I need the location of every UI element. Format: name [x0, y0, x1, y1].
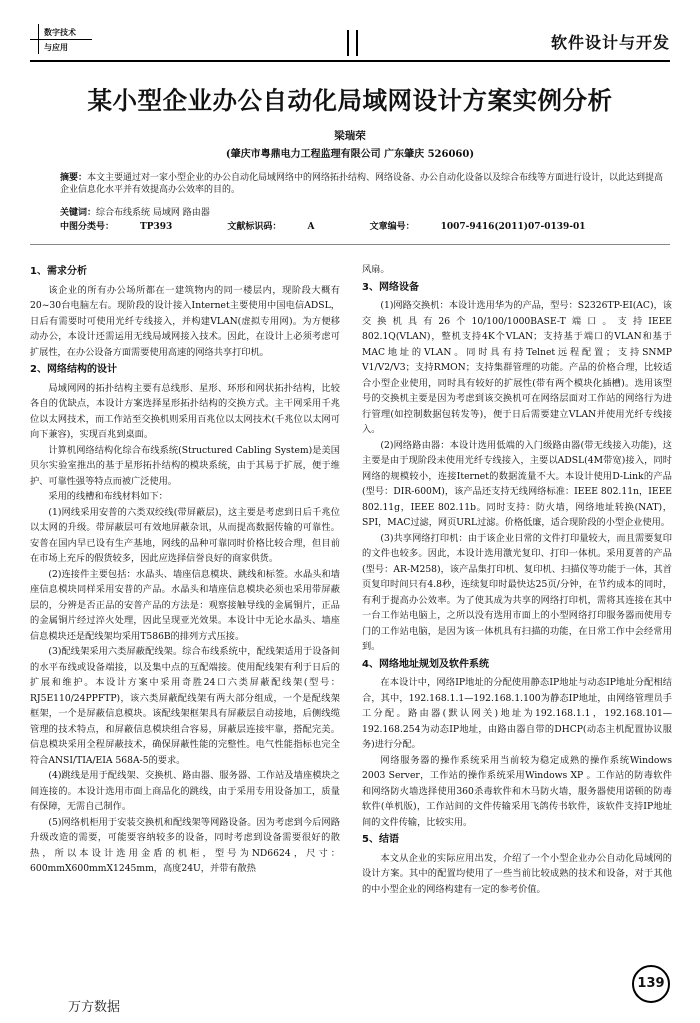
paragraph: 网络服务器的操作系统采用当前较为稳定成熟的操作系统Windows 2003 Server，工作站的操作系统采用Windows XP 。工作站的防毒软件和网络防火墙选择使用360杀毒软件和木马防火墙，服务器使用诺顿的防毒软件(单机版)，工作站间的文件传输采用飞鸽传书软件，该软件支持IP地址间的文件传输，比较实用。: [362, 754, 672, 828]
article-meta: [60, 219, 660, 232]
left-column: [30, 262, 340, 877]
right-column: [362, 262, 672, 897]
paragraph: (3)配线架采用六类屏蔽配线架。综合布线系统中，配线架适用于设备间的水平布线或设备端接，以及集中点的互配端接。使用配线架有利于日后的扩展和维护。本设计方案中采用奇胜24口六类屏蔽配线架(型号：RJ5E110/24PPFTP)，该六类屏蔽配线架有两大部分组成，一个是配线架框架，一个是屏蔽信息模块。该配线架框架具有屏蔽层自动接地，后侧线缆管理的技术特点，和屏蔽信息模块组合容易，屏蔽层连接牢靠，搭配完美。信息模块采用全程屏蔽技术，确保屏蔽性能的完整性。电气性能指标也完全符合ANSI/TIA/EIA 568A-5的要求。: [30, 646, 340, 766]
section-heading: 5、结语: [362, 834, 399, 845]
paragraph: 在本设计中，网络IP地址的分配使用静态IP地址与动态IP地址分配相结合，其中，192.168.1.1—192.168.1.100为静态IP地址，由网络管理员手工分配。路由器(默认网关)地址为192.168.1.1，192.168.101—192.168.254为动态IP地址，由路由器自带的DHCP(动态主机配置协议服务)进行分配。: [362, 677, 672, 750]
abstract-label: 摘要：: [60, 173, 88, 183]
paragraph: 局域网网的拓扑结构主要有总线形、星形、环形和网状拓扑结构，比较各自的优缺点，本设计方案选择星形拓扑结构的交换方式。主干网采用千兆位以太网技术，而工作站至交换机则采用百兆位以太网技术(千兆位以太网可向下兼容)，实现百兆到桌面。: [30, 382, 340, 440]
header-decoration: [345, 30, 361, 56]
doc-code: 文献标识码： A: [227, 222, 315, 232]
header-rule: [30, 60, 670, 62]
paragraph: (3)共享网络打印机：由于该企业日常的文件打印量较大，而且需要复印的文件也较多。因此，本设计选用激光复印、打印一体机。采用夏普的产品(型号：AR-M258)，该产品集打印机、复印机、扫描仪等功能于一体，其首页复印时间只有4.8秒，连续复印时最快达25页/分钟，在节约成本的同时，有利于提高办公效率。为了使其成为共享的网络打印机，需将其连接在其中一台工作站电脑上，之所以没有选用市面上的小型网络打印服务器而使用专门的工作站电脑，是因为该一体机具有扫描的功能，在日常工作中会经常用到。: [362, 532, 672, 652]
article-id: 文章编号： 1007-9416(2011)07-0139-01: [369, 222, 586, 232]
section-heading: 1、需求分析: [30, 266, 87, 277]
paragraph: (2)网络路由器：本设计选用低端的入门级路由器(带无线接入功能)，这主要是由于现阶段未使用光纤专线接入，主要以ADSL(4M带宽)接入，同时网络的规模较小，连接Iternet的数据流量不大。本设计使用D-Link的产品(型号：DIR-600M)，该产品还支持无线网络标准：IEEE 802.11n，IEEE 802.11g，IEEE 802.11b。同时支持：防火墙，网络地址转换(NAT)，SPI，MAC过滤，网页URL过滤。价格低廉，适合现阶段的小型企业使用。: [362, 439, 672, 528]
paragraph: (1)网线采用安普的六类双绞线(带屏蔽层)，这主要是考虑到日后千兆位以太网的升级。带屏蔽层可有效地屏蔽杂讯，从而提高数据传输的可靠性。安普在国内早已设有生产基地，网线的品种可靠同时价格比较合理，但目前在市场上充斥的假货较多，因此应选择信誉良好的商家供货。: [30, 506, 340, 564]
abstract: [60, 172, 670, 196]
logo-line2: 与应用: [44, 42, 68, 52]
section-name: 软件设计与开发: [550, 33, 670, 52]
article-title: 某小型企业办公自动化局域网设计方案实例分析: [87, 86, 613, 115]
logo-line1: 数字技术: [44, 27, 76, 37]
keywords: [60, 205, 210, 218]
section-heading: 2、网络结构的设计: [30, 364, 117, 375]
paragraph: 计算机网络结构化综合布线系统(Structured Cabling System)是美国贝尔实验室推出的基于星形拓扑结构的模块系统，由于其易于扩展，便于维护、可靠性强等特点而被广泛使用。: [30, 444, 340, 487]
journal-logo: [30, 24, 96, 62]
section-heading: 3、网络设备: [362, 281, 419, 293]
page-header: [30, 24, 670, 64]
abstract-text: 本文主要通过对一家小型企业的办公自动化局域网络中的网络拓扑结构、网络设备、办公自动化设备以及综合布线等方面进行设计，以此达到提高企业信息化水平并有效提高办公效率的目的。: [60, 173, 664, 195]
paragraph: 风扇。: [362, 264, 390, 275]
paragraph: 本文从企业的实际应用出发，介绍了一个小型企业办公自动化局域网的设计方案。其中的配置均使用了一些当前比较成熟的技术和设备，对于其他的中小型企业的网络构建有一定的参考价值。: [362, 852, 672, 895]
keywords-text: 综合布线系统 局域网 路由器: [96, 208, 210, 218]
logo-divider: [30, 39, 92, 40]
keywords-label: 关键词：: [60, 208, 97, 218]
clc-number: 中图分类号： TP393: [60, 222, 173, 232]
paragraph: 采用的线槽和布线材料如下：: [48, 491, 168, 502]
source-watermark: 万方数据: [68, 1000, 121, 1015]
affiliation: (肇庆市粤鼎电力工程监理有限公司 广东肇庆 526060): [225, 149, 475, 160]
page-number-badge: 139: [632, 965, 670, 1003]
abstract-divider: [30, 244, 670, 245]
paragraph: (2)连接件主要包括：水晶头、墙座信息模块、跳线和标签。水晶头和墙座信息模块同样采用安普的产品。水晶头和墙座信息模块必须也采用带屏蔽层的，分辨是否正品的安普产品的方法是：观察接触导线的金属铜片，正品的金属铜片经过淬火处理，因此呈现亚光效果。本设计中无论水晶头、墙座信息模块还是配线架均采用T586B的排列方式压接。: [30, 568, 340, 642]
section-heading: 4、网络地址规划及软件系统: [362, 658, 489, 670]
paragraph: (1)网路交换机：本设计选用华为的产品，型号：S2326TP-EI(AC)，该交换机具有26个10/100/1000BASE-T端口。支持IEEE 802.1Q(VLAN)，整机支持4K个VLAN；支持基于端口的VLAN和基于MAC地址的VLAN。同时具有持Telnet远程配置；支持SNMP V1/V2/V3；支持RMON；支持集群管理的功能。产品的价格合理，比较适合小型企业使用，同时具有较好的扩展性(带有两个模块化插槽)。选用该型号的交换机主要是因为考虑到该交换机可在网络层面对工作站的网络行为进行管理(如控制数据包转发等)，便于日后需要建立VLAN并使用光纤专线接入。: [362, 300, 672, 435]
author: 梁瑞荣: [334, 130, 366, 142]
paragraph: (5)网络机柜用于安装交换机和配线架等网路设备。因为考虑到今后网路升级改造的需要，可能要容纳较多的设备，同时考虑到设备需要很好的散热，所以本设计选用金盾的机柜，型号为ND6624，尺寸：600mmX600mmX1245mm，高度24U，并带有散热: [30, 816, 340, 874]
paragraph: (4)跳线是用于配线架、交换机、路由器、服务器、工作站及墙座模块之间连接的。本设计选用市面上商品化的跳线，由于采用专用设备加工，质量有保障，无需自己制作。: [30, 770, 340, 812]
paragraph: 该企业的所有办公场所都在一建筑物内的同一楼层内，现阶段大概有20~30台电脑左右。现阶段的设计接入Internet主要使用中国电信ADSL，日后有需要时可使用光纤专线接入，并构建VLAN(虚拟专用网)。为方便移动办公，本设计还需运用无线局域网接入技术。因此，在设计上必须考虑可扩展性，在办公设备方面需要使用高速的网络共享打印机。: [30, 284, 340, 358]
